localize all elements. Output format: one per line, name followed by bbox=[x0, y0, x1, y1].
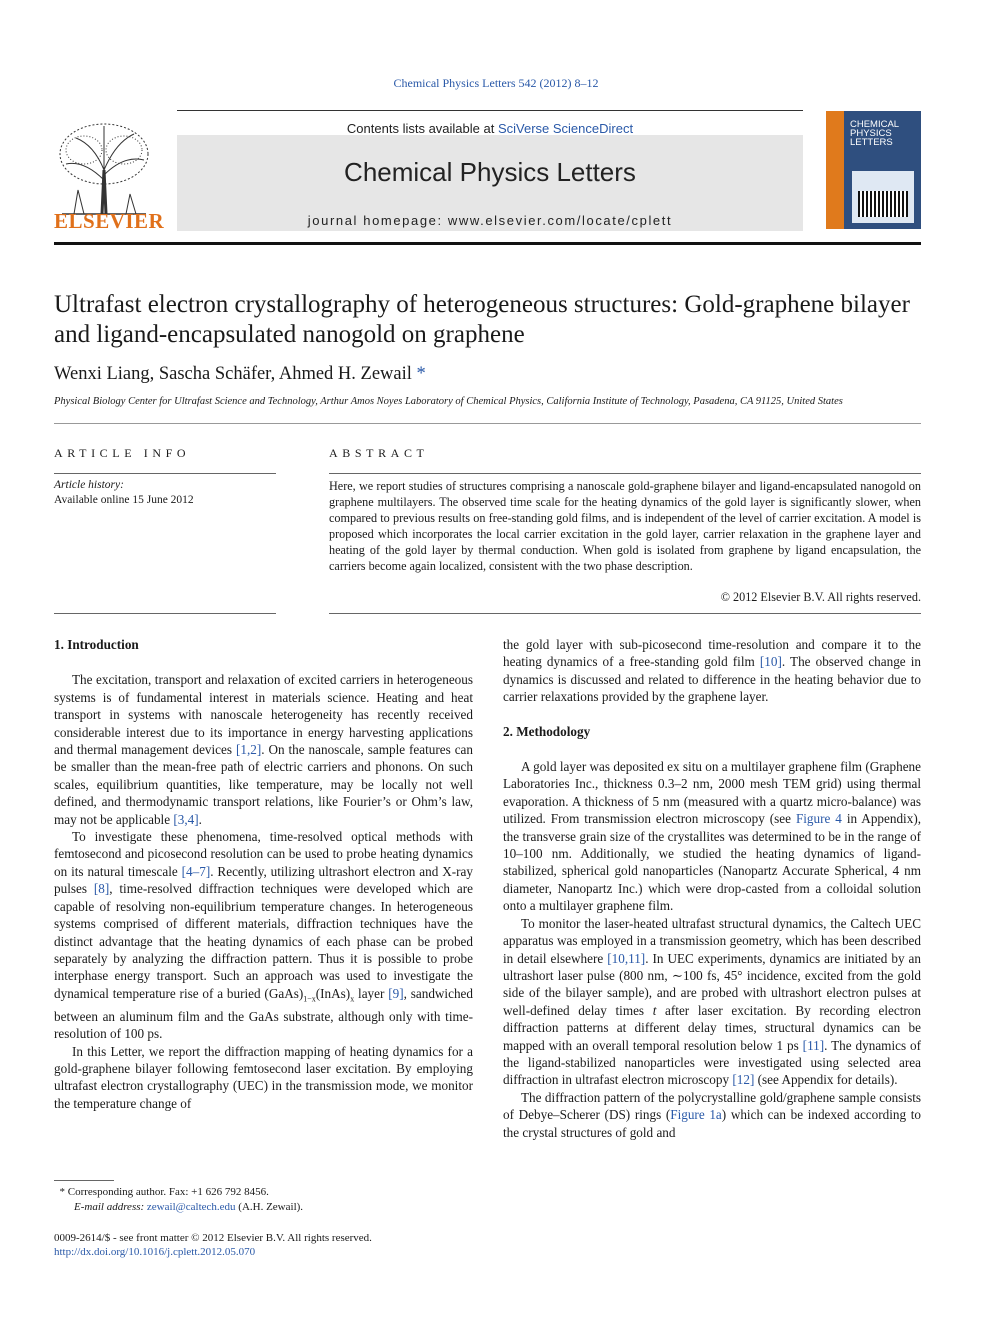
footnote-corresponding bbox=[54, 1185, 473, 1200]
text-run: . In UEC experiments, dynamics are initiated by an ultrashort laser pulse (800 nm, ∼100 fs, 45° incidence, excited from the gold side of the bilayer sample), and are probed with ultrashort electron pulses at well-defined delay times bbox=[503, 950, 921, 1018]
abstract-copyright: © 2012 Elsevier B.V. All rights reserved. bbox=[720, 590, 921, 604]
section-heading-methodology: 2. Methodology bbox=[503, 723, 591, 739]
footnote-text: Corresponding author. Fax: +1 626 792 8456. bbox=[65, 1186, 269, 1198]
journal-title: Chemical Physics Letters bbox=[344, 157, 636, 187]
text-run: A gold layer was deposited ex situ on a multilayer graphene film (Graphene Laboratories Inc., thickness 0.3–2 nm, 2000 mesh TEM grid) using thermal evaporation. A thickness of 5 nm (measured with a quartz micro-balance) was utilized. From transmission electron microscopy (see bbox=[503, 759, 921, 827]
journal-banner bbox=[177, 121, 803, 231]
authors-text: Wenxi Liang, Sascha Schäfer, Ahmed H. Zewail bbox=[54, 364, 412, 384]
text-run: , sandwiched between an aluminum film and the GaAs substrate, although only with time-resolution of 100 ps. bbox=[54, 985, 473, 1042]
text-run: . bbox=[198, 811, 202, 827]
citation-link[interactable]: [4–7] bbox=[181, 863, 211, 879]
text-run: , time-resolved diffraction techniques were developed which are capable of resolving non-equilibrium temperature changes. In heterogeneous systems comprised of different materials, diffraction techniques have the distinct advantage that the heating dynamics of each phase can be probed separately by analyzing the diffraction pattern. Thus it is possible to probe interphase energy transport. Such an approach was used to investigate the dynamical temperature rise of a buried (GaAs) bbox=[54, 881, 473, 1001]
cover-spectrum-bars bbox=[858, 191, 908, 217]
intro-paragraph-2 bbox=[54, 828, 473, 1043]
intro-paragraph-1 bbox=[54, 671, 473, 828]
intro-paragraph-3-cont bbox=[503, 636, 921, 706]
italic-variable: t bbox=[652, 1002, 657, 1018]
article-info-rule bbox=[54, 473, 276, 474]
header-top-rule bbox=[177, 110, 803, 111]
footnote-rule bbox=[54, 1180, 114, 1181]
figure-link-panel: a bbox=[715, 1107, 722, 1123]
body-right-column bbox=[503, 636, 921, 1141]
citation-link[interactable]: [1,2] bbox=[235, 742, 262, 758]
email-link[interactable]: zewail@caltech.edu bbox=[146, 1201, 236, 1213]
text-run: (InAs) bbox=[315, 985, 351, 1001]
cover-title-line: PHYSICS bbox=[850, 128, 892, 139]
citation-link[interactable]: [9] bbox=[388, 985, 404, 1001]
contents-line bbox=[177, 121, 803, 137]
text-run: the gold layer with sub-picosecond time-resolution and compare it to the heating dynamics of a free-standing gold film bbox=[503, 637, 921, 670]
abstract-rule bbox=[329, 473, 921, 474]
body-left-column bbox=[54, 636, 473, 1112]
citation-link[interactable]: [12] bbox=[732, 1072, 755, 1088]
text-run: in Appendix), the transverse grain size of the crystallites was determined to be in the range of 10–100 nm. Additionally, we studied the heating dynamics of ligand-stabilized, spherical gold nanoparticles (Nanopartz Accurate Spherical, 4 nm diameter, Nanopartz Inc.) which were drop-casted from a colloidal solution onto a multilayer graphene film. bbox=[503, 811, 922, 914]
figure-link[interactable]: Figure 4 bbox=[795, 811, 842, 827]
header-bottom-rule bbox=[54, 242, 921, 245]
footnote-email bbox=[54, 1200, 473, 1215]
text-run: after laser excitation. By recording electron diffraction patterns at different delay times, structural dynamics can be mapped with an overall temporal resolution below 1 ps bbox=[503, 1002, 921, 1053]
citation-link[interactable]: [8] bbox=[93, 881, 110, 897]
text-run: ) which can be indexed according to the crystal structures of gold and bbox=[503, 1107, 921, 1140]
article-history bbox=[54, 478, 194, 508]
cover-orange-strip bbox=[826, 111, 844, 229]
figure-link-label: Figure 1 bbox=[670, 1107, 716, 1123]
text-run: . On the nanoscale, sample features can be smaller than the mean-free path of electric carriers and phonons. On such scales, equilibrium quantities, like temperature, may be locally not well defined, and thermodynamic transport relations, like Fourier’s or Ohm’s law, may not be applicable bbox=[54, 742, 473, 827]
cover-image bbox=[852, 171, 914, 223]
figure-link[interactable] bbox=[670, 1107, 722, 1122]
text-run: The diffraction pattern of the polycrystalline gold/graphene sample consists of Debye–Scherer (DS) rings ( bbox=[503, 1089, 921, 1123]
text-run: . The observed change in dynamics is discussed and related to difference in the heating behavior due to carrier relaxations provided by the graphene layer. bbox=[503, 654, 922, 705]
abstract-heading: ABSTRACT bbox=[329, 446, 429, 460]
doi-link[interactable]: http://dx.doi.org/10.1016/j.cplett.2012.05.070 bbox=[54, 1246, 256, 1258]
text-run: The excitation, transport and relaxation of excited carriers in heterogeneous systems is of fundamental interest in materials science. Heating and heat transport in systems with nanoscale heterogeneity has recently received considerable interest due to its importance in energy harvesting applications and thermal management devices bbox=[54, 672, 473, 758]
page-footer bbox=[54, 1231, 554, 1259]
method-paragraph-1 bbox=[503, 758, 921, 915]
method-paragraph-3 bbox=[503, 1089, 921, 1141]
history-value: Available online 15 June 2012 bbox=[54, 494, 194, 506]
citation-link[interactable]: [11] bbox=[802, 1037, 825, 1053]
text-run: To investigate these phenomena, time-resolved optical methods with femtosecond and picosecond resolution can be used to probe heating dynamics on its natural timescale bbox=[54, 829, 473, 879]
text-run: . The dynamics of the ligand-stabilized nanoparticles were investigated using selected area diffraction in ultrafast electron microscopy bbox=[503, 1037, 921, 1088]
footnote-star: * bbox=[59, 1186, 65, 1198]
subscript: 1−x bbox=[303, 994, 316, 1004]
email-suffix: (A.H. Zewail). bbox=[235, 1201, 304, 1213]
cover-title-line: CHEMICAL bbox=[850, 119, 900, 130]
email-label: E-mail address: bbox=[74, 1201, 147, 1213]
contents-prefix: Contents lists available at bbox=[346, 121, 498, 136]
footnote bbox=[54, 1185, 473, 1215]
article-info-bottom-rule bbox=[54, 613, 276, 614]
elsevier-tree-icon bbox=[54, 120, 154, 216]
text-run: layer bbox=[354, 985, 389, 1001]
section-heading-introduction: 1. Introduction bbox=[54, 637, 139, 652]
corresponding-author-marker[interactable]: * bbox=[416, 364, 426, 384]
text-run: . Recently, utilizing ultrashort electron and X-ray pulses bbox=[54, 863, 473, 897]
author-list bbox=[54, 364, 426, 385]
elsevier-wordmark: ELSEVIER bbox=[54, 209, 165, 233]
abstract-text: Here, we report studies of structures comprising a nanoscale gold-graphene bilayer and ligand-encapsulated nanogold on graphene multilayers. The observed time scale for the heating dynamics of the gold layer is significantly slower, when compared to previous results on free-standing gold films, and is independent of the level of carrier excitation. A model is proposed which incorporates the local carrier excitation in the gold layer, carrier relaxation in the graphene layer and heating of the gold layer by thermal conduction. When gold is isolated from graphene by ligand encapsulation, the carriers become again localized, consistent with the two phase description. bbox=[329, 479, 921, 573]
article-title: Ultrafast electron crystallography of heterogeneous structures: Gold-graphene bilayer and ligand-encapsulated nanogold on graphene bbox=[54, 291, 910, 348]
affiliation-rule bbox=[54, 423, 921, 424]
cover-title-line: LETTERS bbox=[850, 137, 893, 148]
journal-reference[interactable]: Chemical Physics Letters 542 (2012) 8–12 bbox=[393, 76, 599, 90]
history-label: Article history: bbox=[54, 479, 124, 491]
citation-link[interactable]: [10,11] bbox=[607, 950, 646, 966]
subscript: x bbox=[350, 994, 355, 1004]
affiliation: Physical Biology Center for Ultrafast Science and Technology, Arthur Amos Noyes Laboratory of Chemical Physics, California Institute of Technology, Pasadena, CA 91125, United States bbox=[54, 396, 843, 407]
abstract-bottom-rule bbox=[329, 613, 921, 614]
intro-paragraph-3: In this Letter, we report the diffraction mapping of heating dynamics for a gold-graphene bilayer following femtosecond laser excitation. By employing ultrafast electron crystallography (UEC) in the transmission mode, we monitor the temperature change of bbox=[54, 1043, 473, 1111]
sciencedirect-link[interactable]: SciVerse ScienceDirect bbox=[497, 121, 634, 136]
issn-line: 0009-2614/$ - see front matter © 2012 Elsevier B.V. All rights reserved. bbox=[54, 1232, 372, 1244]
elsevier-logo[interactable] bbox=[54, 120, 165, 234]
journal-cover-thumbnail[interactable] bbox=[826, 111, 921, 229]
method-paragraph-2 bbox=[503, 915, 921, 1089]
citation-link[interactable]: [10] bbox=[759, 654, 782, 670]
text-run: To monitor the laser-heated ultrafast structural dynamics, the Caltech UEC apparatus was employed in a transmission geometry, which has been described in detail elsewhere bbox=[503, 915, 921, 966]
article-info-heading: ARTICLE INFO bbox=[54, 446, 191, 460]
text-run: (see Appendix for details). bbox=[754, 1072, 898, 1088]
citation-link[interactable]: [3,4] bbox=[173, 811, 199, 827]
cover-title bbox=[850, 120, 899, 147]
journal-homepage[interactable]: journal homepage: www.elsevier.com/locate/cplett bbox=[307, 213, 673, 228]
